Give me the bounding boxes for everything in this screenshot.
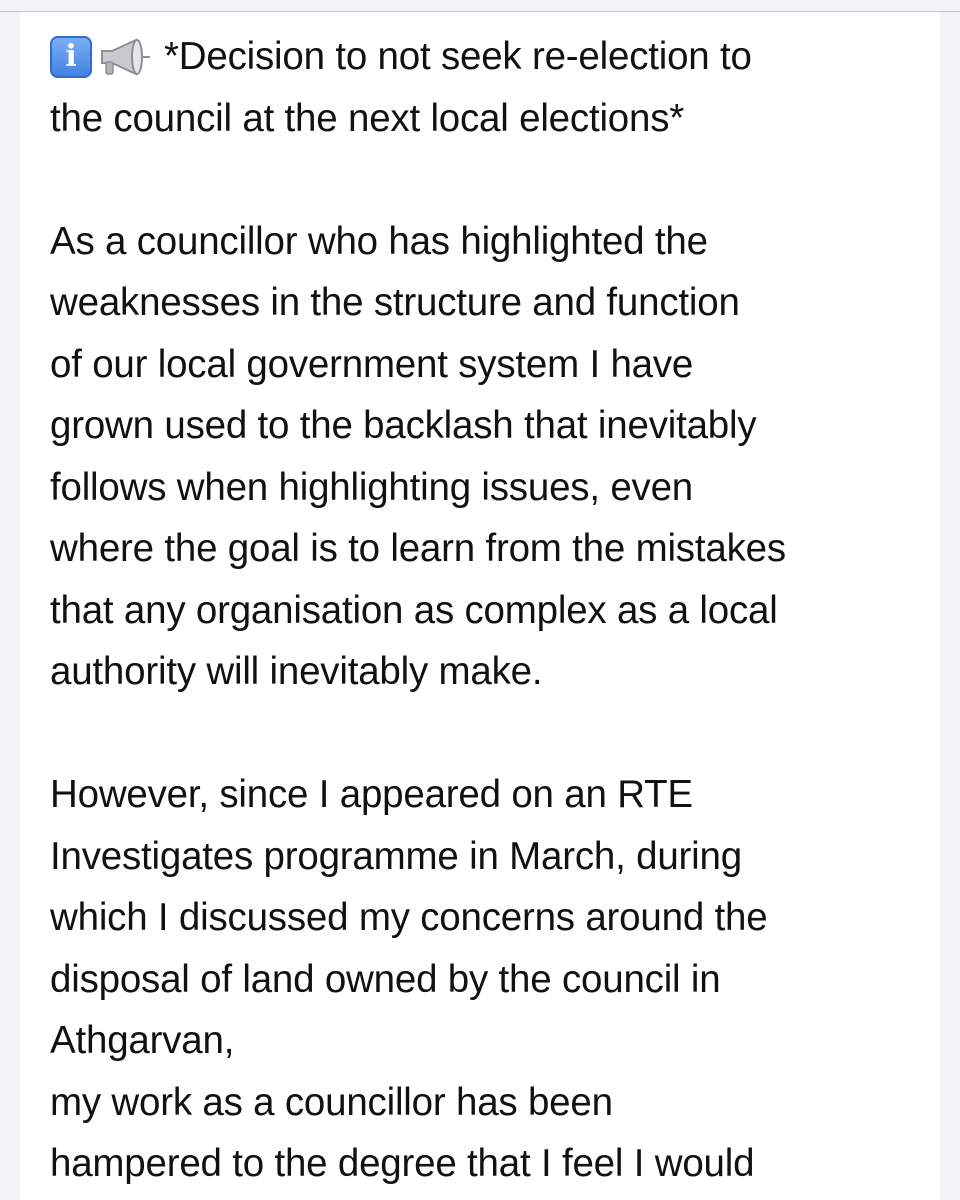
paragraph2-line: my work as a councillor has been [50, 1080, 613, 1124]
paragraph-gap [50, 703, 930, 765]
paragraph1-line: where the goal is to learn from the mistakes [50, 527, 786, 570]
message-body [50, 26, 930, 1195]
paragraph1-line: authority will inevitably make. [50, 650, 543, 693]
megaphone-icon [98, 36, 152, 78]
paragraph1-line: grown used to the backlash that inevitably [50, 404, 757, 447]
paragraph-gap [50, 149, 930, 211]
paragraph2-line: Athgarvan, [50, 1019, 235, 1062]
paragraph2-line: which I discussed my concerns around the [50, 896, 768, 939]
title-line-2: the council at the next local elections* [50, 96, 685, 140]
message-card[interactable] [20, 12, 940, 1200]
paragraph2-line: Investigates programme in March, during [50, 834, 742, 878]
paragraph2-line: hampered to the degree that I feel I would [50, 1142, 755, 1185]
paragraph1-line: that any organisation as complex as a local [50, 588, 778, 632]
title-text-1: *Decision to not seek re-election to [164, 35, 752, 78]
paragraph2-line: disposal of land owned by the council in [50, 957, 721, 1001]
title-line-1 [50, 26, 930, 88]
paragraph1-line: weaknesses in the structure and function [50, 281, 740, 324]
paragraph1-line: of our local government system I have [50, 342, 694, 386]
paragraph2-line: However, since I appeared on an RTE [50, 773, 693, 816]
paragraph1-line: follows when highlighting issues, even [50, 465, 694, 509]
info-icon: i [50, 36, 92, 78]
paragraph1-line: As a councillor who has highlighted the [50, 219, 708, 263]
